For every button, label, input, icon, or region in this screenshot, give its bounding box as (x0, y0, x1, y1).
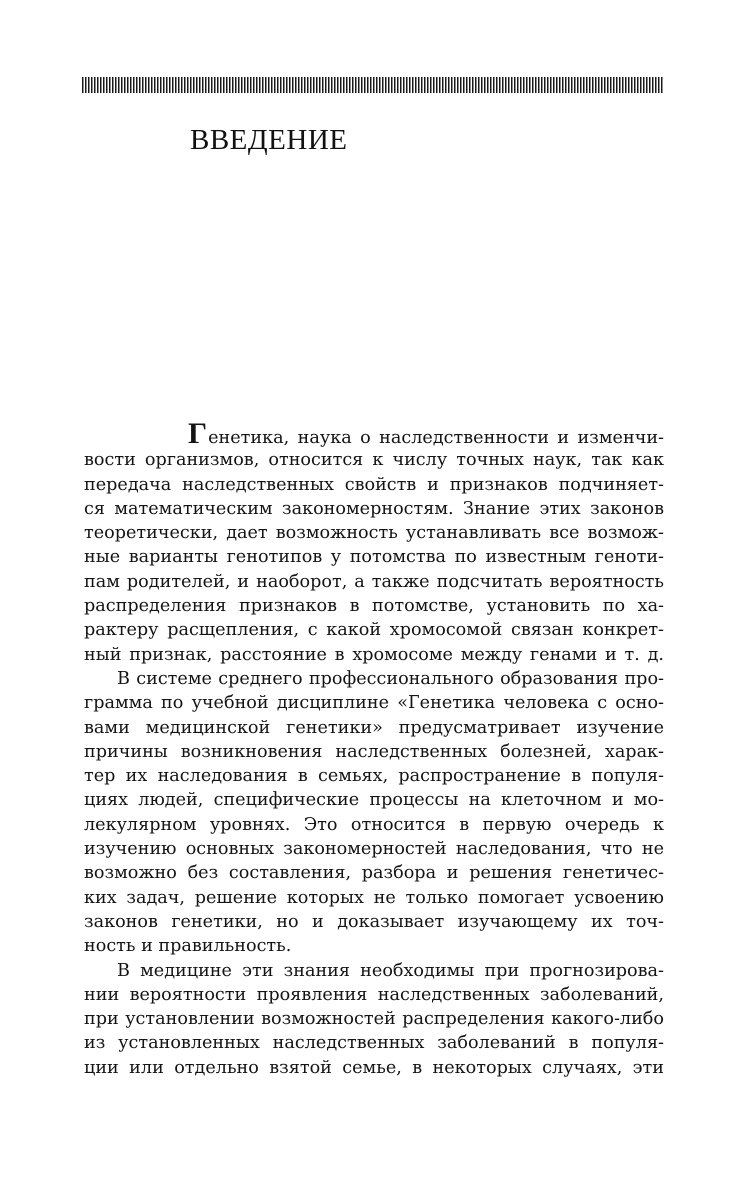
text-line: теоретически, дает возможность устанавливать все возмож- (84, 523, 664, 544)
text-line: ции или отдельно взятой семье, в некоторых случаях, эти (84, 1057, 664, 1078)
text-line: нии вероятности проявления наследственных заболеваний, (84, 984, 664, 1005)
text-line: вости организмов, относится к числу точных наук, так как (84, 450, 664, 471)
page-title: ВВЕДЕНИЕ (190, 124, 348, 156)
header-rule (82, 77, 664, 93)
text-line: тер их наследования в семьях, распространение в популя- (84, 766, 664, 787)
text-line: лекулярном уровнях. Это относится в первую очередь к (84, 814, 664, 835)
drop-cap: Г (188, 417, 208, 450)
text-line: распределения признаков в потомстве, установить по ха- (84, 596, 664, 617)
text-line: передача наследственных свойств и признаков подчиняет- (84, 474, 664, 495)
text-line: В системе среднего профессионального образования про- (117, 668, 664, 689)
text-line: из установленных наследственных заболеваний в популя- (84, 1033, 664, 1054)
text-line: ся математическим закономерностям. Знание этих законов (84, 498, 664, 519)
text-line: возможно без составления, разбора и решения генетичес- (84, 863, 664, 884)
text-line: изучению основных закономерностей наследования, что не (84, 839, 664, 860)
text-line: ких задач, решение которых не только помогает усвоению (84, 887, 664, 908)
text-line: ные варианты генотипов у потомства по известным геноти- (84, 547, 664, 568)
text-line: причины возникновения наследственных болезней, харак- (84, 741, 664, 762)
text-line: рактеру расщепления, с какой хромосомой связан конкрет- (84, 620, 664, 641)
text-line: законов генетики, но и доказывает изучающему их точ- (84, 911, 664, 932)
text-line: грамма по учебной дисциплине «Генетика человека с осно- (84, 693, 664, 714)
text-line: при установлении возможностей распределения какого-либо (84, 1009, 664, 1030)
text-line: ный признак, расстояние в хромосоме между генами и т. д. (84, 644, 664, 665)
text-line: В медицине эти знания необходимы при прогнозирова- (117, 960, 664, 981)
text-line: ность и правильность. (84, 936, 292, 957)
text-line: пам родителей, и наоборот, а также подсчитать вероятность (84, 571, 664, 592)
text-line: вами медицинской генетики» предусматривает изучение (84, 717, 664, 738)
text-line: Генетика, наука о наследственности и изменчи- (188, 417, 664, 450)
body-text (84, 417, 664, 1080)
text-line: циях людей, специфические процессы на клеточном и мо- (84, 790, 664, 811)
